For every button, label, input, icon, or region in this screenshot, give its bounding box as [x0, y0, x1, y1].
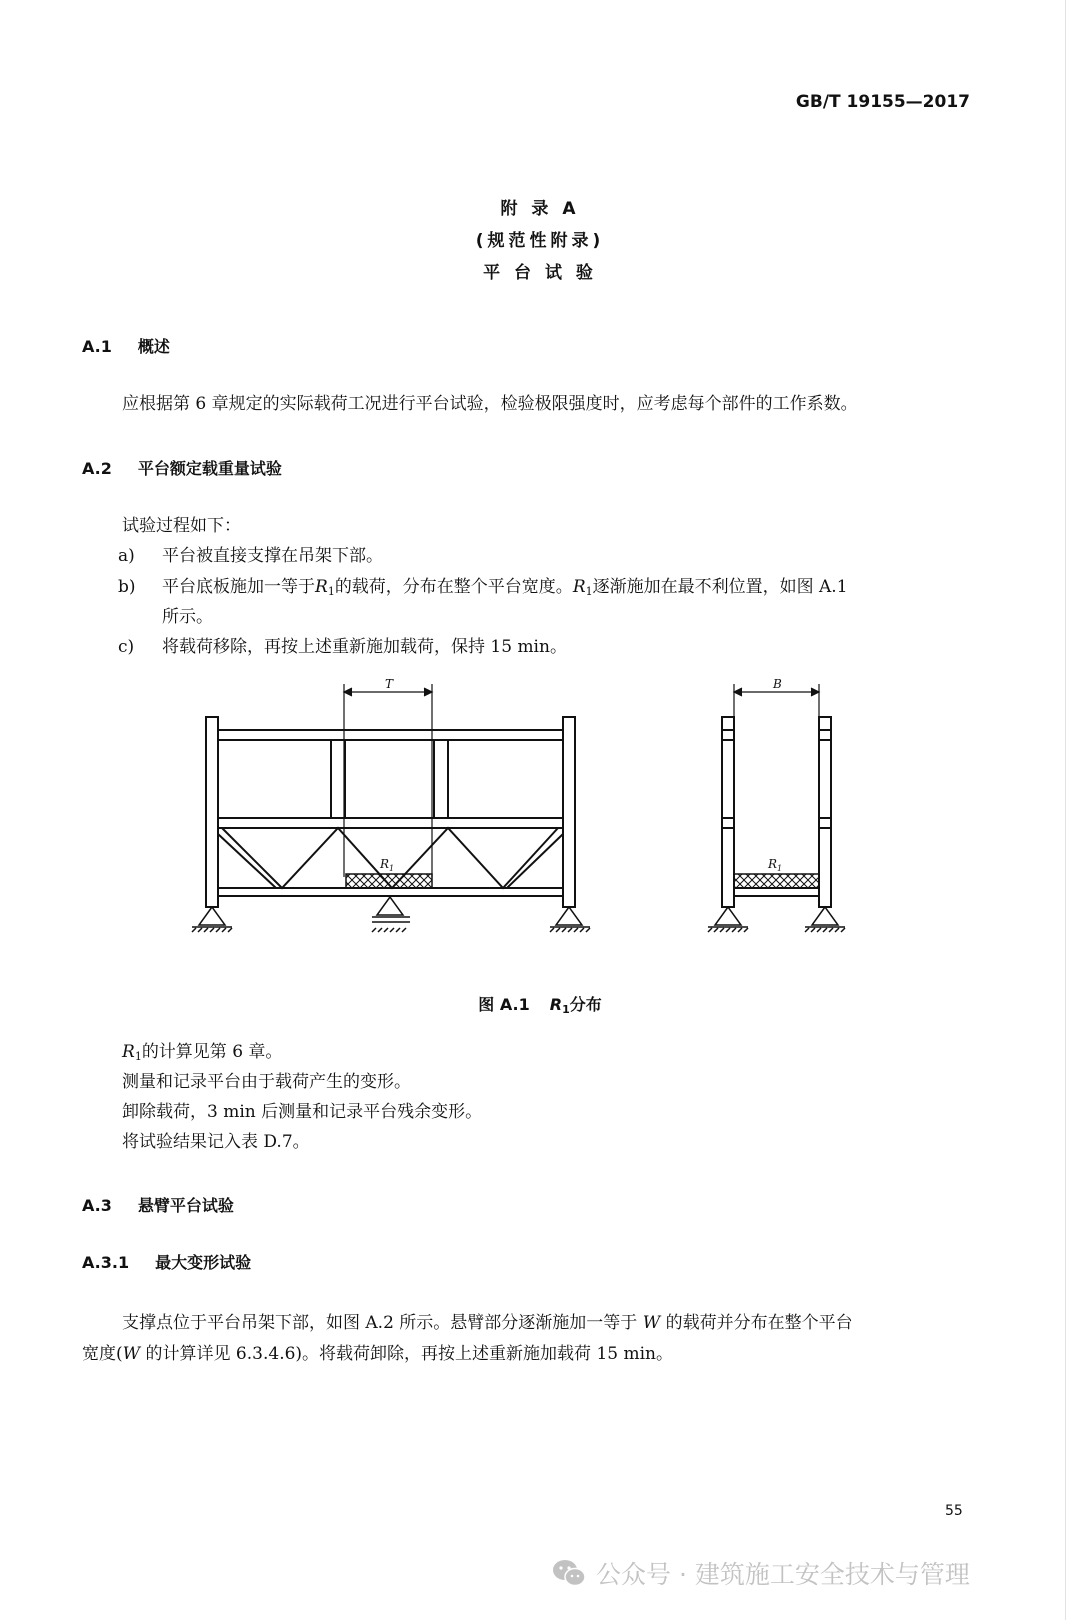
section-title: 最大变形试验 — [155, 1253, 252, 1272]
a31-line-2 — [82, 1343, 673, 1365]
caption-number: 图 A.1 — [478, 995, 530, 1014]
text-run: 的载荷，分布在整个平台宽度。 — [334, 577, 573, 597]
section-number: A.2 — [82, 459, 112, 478]
watermark — [552, 1555, 970, 1591]
appendix-title: 平 台 试 验 — [483, 263, 597, 283]
list-text: 将载荷移除，再按上述重新施加载荷，保持 15 min。 — [162, 637, 567, 657]
section-a2-intro: 试验过程如下： — [122, 516, 241, 536]
support-left — [192, 907, 232, 932]
symbol-subscript: 1 — [562, 1003, 570, 1016]
appendix-label: 附 录 A — [500, 199, 580, 219]
text-run: 支撑点位于平台吊架下部，如图 A.2 所示。悬臂部分逐渐施加一等于 — [122, 1313, 638, 1333]
list-marker: a) — [118, 546, 135, 566]
a2-after-line-4: 将试验结果记入表 D.7。 — [122, 1132, 310, 1152]
section-title: 平台额定载重量试验 — [137, 459, 282, 478]
symbol-subscript: 1 — [134, 1050, 142, 1063]
caption-text: 分布 — [569, 995, 602, 1014]
symbol-subscript: 1 — [389, 864, 395, 873]
text-run: 的计算详见 6.3.4.6)。将载荷卸除，再按上述重新施加载荷 15 min。 — [145, 1344, 673, 1364]
standard-number: GB/T 19155—2017 — [795, 92, 970, 112]
support-section-right — [805, 907, 845, 932]
text-run: 的载荷并分布在整个平台 — [665, 1313, 853, 1333]
load-r1-elevation — [346, 874, 432, 888]
symbol-r: R — [549, 995, 563, 1014]
appendix-type: (规范性附录) — [475, 231, 605, 251]
a31-line-1 — [122, 1312, 853, 1334]
symbol-r: R — [122, 1042, 135, 1062]
a2-after-line-3: 卸除载荷，3 min 后测量和记录平台残余变形。 — [122, 1102, 483, 1122]
page-number: 55 — [945, 1503, 963, 1519]
load-r1-section — [734, 874, 819, 888]
symbol-subscript: 1 — [327, 585, 335, 598]
text-run: 平台底板施加一等于 — [162, 577, 315, 597]
symbol-subscript: 1 — [585, 585, 593, 598]
a2-after-line-2: 测量和记录平台由于载荷产生的变形。 — [122, 1072, 411, 1092]
wechat-icon — [552, 1559, 586, 1587]
list-text: 平台被直接支撑在吊架下部。 — [162, 546, 383, 566]
symbol-subscript: 1 — [777, 864, 783, 873]
list-item-b-continuation: 所示。 — [162, 607, 213, 627]
figure-caption — [0, 992, 1080, 1016]
text-run: 逐渐施加在最不利位置，如图 A.1 — [592, 577, 848, 597]
section-number: A.3 — [82, 1196, 112, 1215]
section-a31-heading — [82, 1250, 251, 1273]
support-middle — [372, 897, 410, 932]
symbol-w: W — [642, 1313, 661, 1333]
label-t: T — [385, 677, 394, 691]
label-b: B — [773, 677, 782, 691]
watermark-text: 公众号 · 建筑施工安全技术与管理 — [596, 1560, 970, 1589]
symbol-r: R — [380, 857, 390, 871]
symbol-w: W — [122, 1344, 141, 1364]
text-run: 的计算见第 6 章。 — [141, 1042, 283, 1062]
section-a1-text: 应根据第 6 章规定的实际载荷工况进行平台试验，检验极限强度时，应考虑每个部件的工作系数。 — [122, 394, 858, 414]
section-title: 悬臂平台试验 — [137, 1196, 234, 1215]
section-a3-heading — [82, 1193, 234, 1216]
list-marker: c) — [118, 637, 135, 657]
label-r1-section — [767, 857, 782, 873]
section-number: A.3.1 — [82, 1253, 130, 1272]
symbol-r: R — [572, 577, 586, 597]
section-title: 概述 — [137, 337, 170, 356]
list-marker: b) — [118, 577, 136, 597]
label-r1-elevation — [379, 857, 394, 873]
symbol-r: R — [315, 577, 328, 597]
support-right — [550, 907, 590, 932]
support-section-left — [708, 907, 748, 932]
a2-after-line-1 — [122, 1041, 282, 1068]
section-number: A.1 — [82, 337, 112, 356]
symbol-r: R — [768, 857, 778, 871]
text-run: 宽度( — [82, 1344, 123, 1364]
